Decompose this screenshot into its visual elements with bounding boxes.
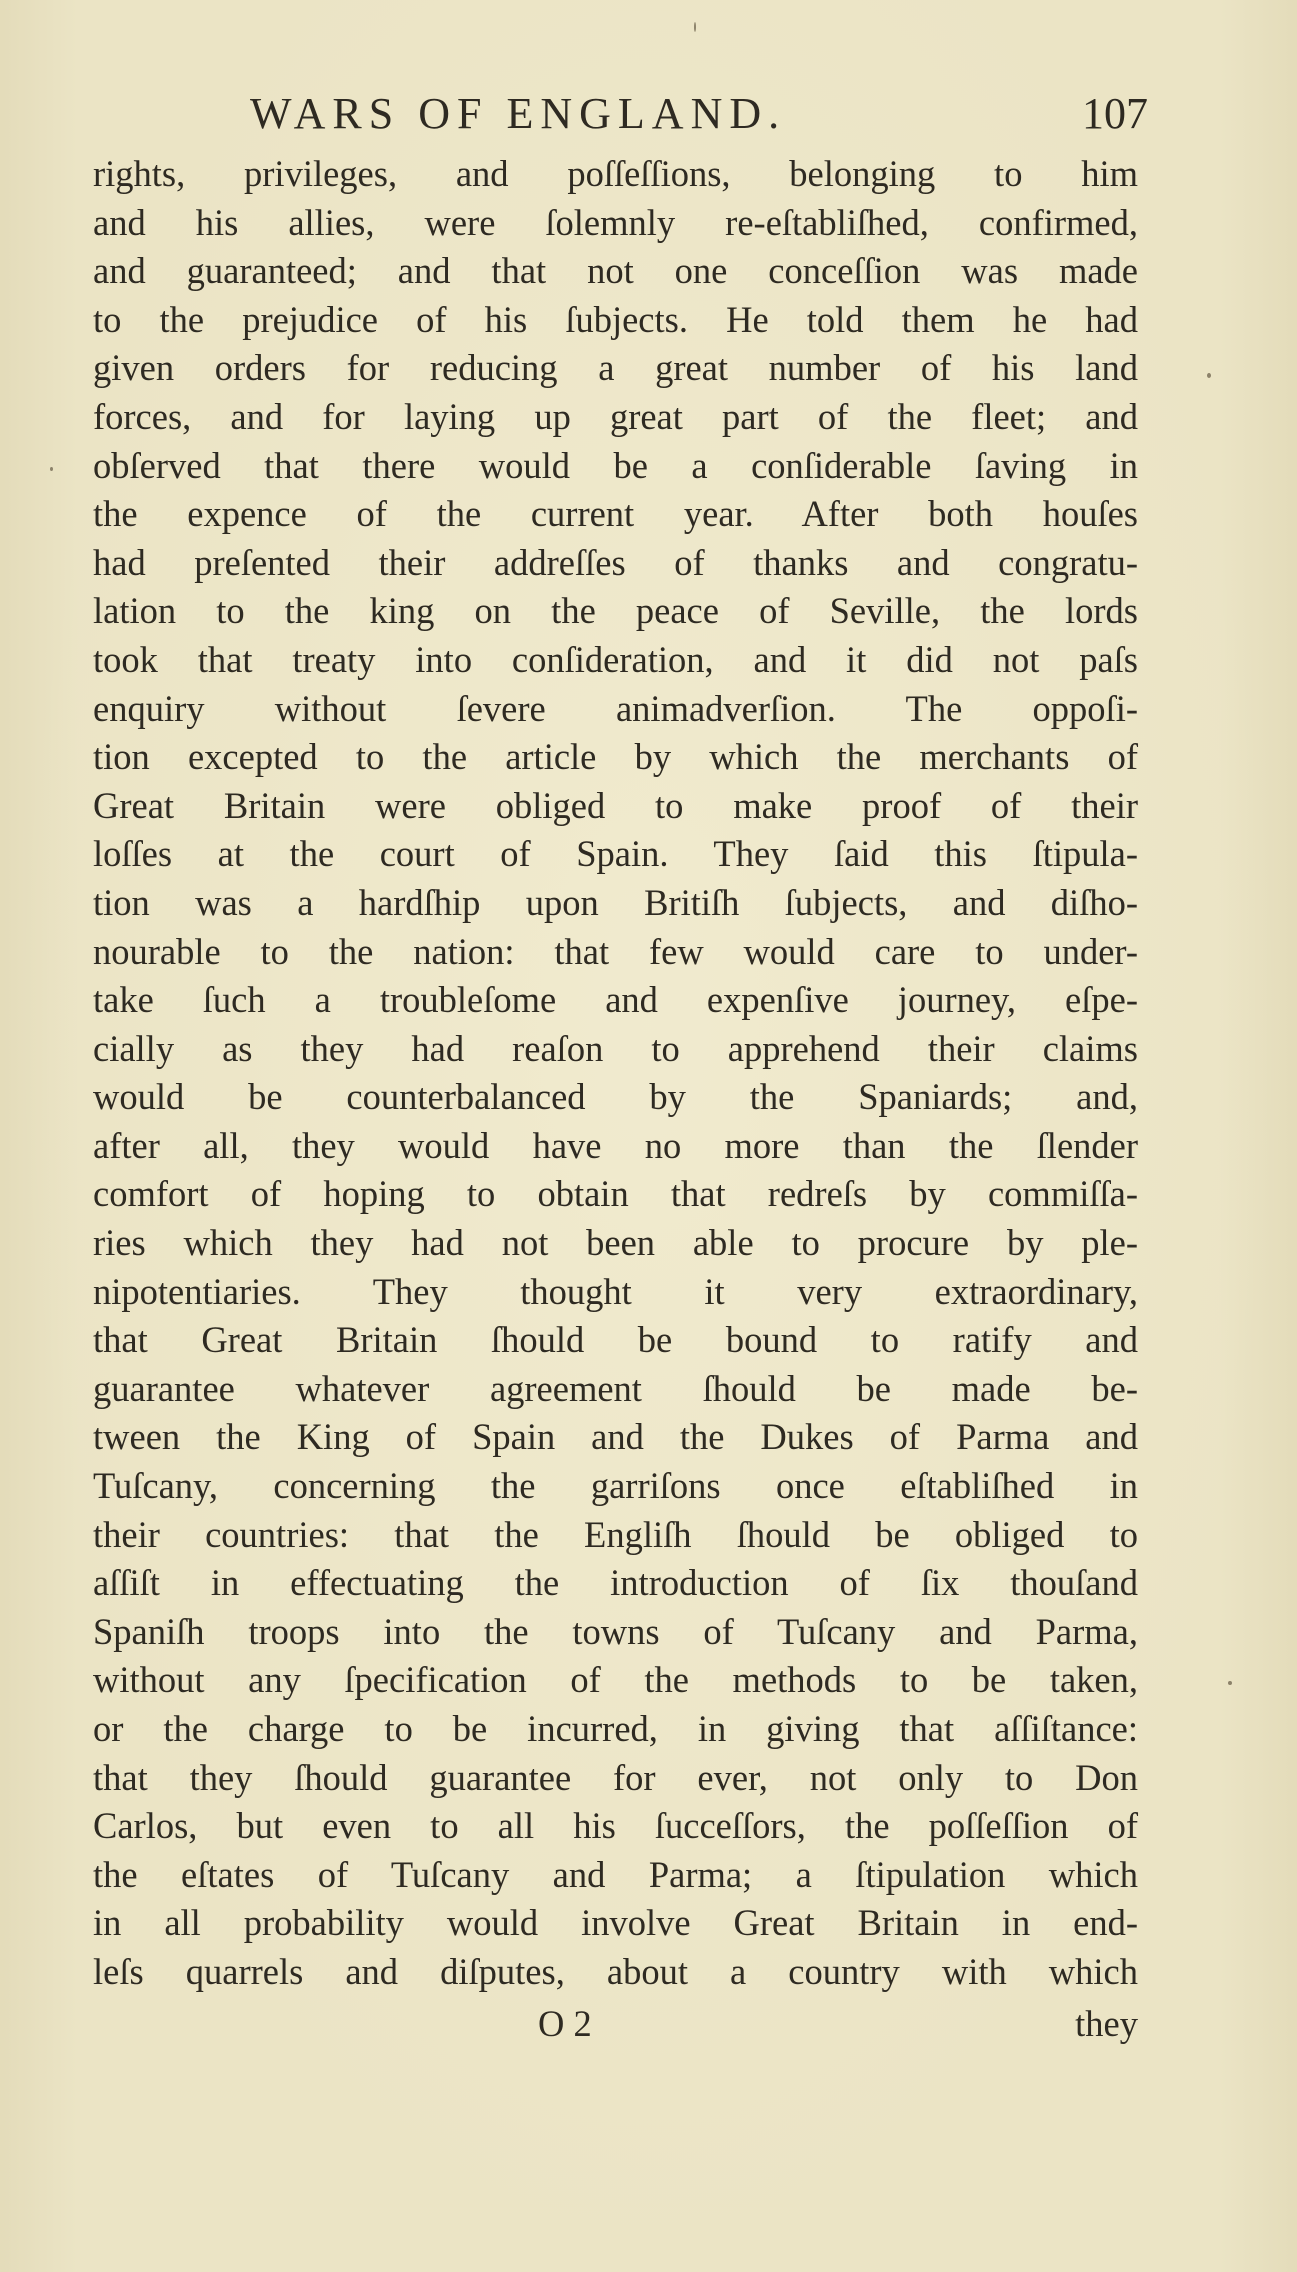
text-line: tion was a hardſhip upon Britiſh ſubjects, and diſho-	[93, 881, 1138, 923]
text-line: that they ſhould guarantee for ever, not only to Don	[93, 1756, 1138, 1798]
text-line: and his allies, were ſolemnly re-eſtabliſhed, confirmed,	[93, 201, 1138, 243]
text-line: the eſtates of Tuſcany and Parma; a ſtipulation which	[93, 1853, 1138, 1895]
paper-speck	[694, 22, 696, 32]
text-line: in all probability would involve Great Britain in end-	[93, 1902, 1138, 1944]
paper-speck	[1207, 373, 1211, 378]
text-line: loſſes at the court of Spain. They ſaid this ſtipula-	[93, 833, 1138, 875]
text-line: leſs quarrels and diſputes, about a country with which	[93, 1950, 1138, 1992]
text-line: Tuſcany, concerning the garriſons once eſtabliſhed in	[93, 1465, 1138, 1507]
running-title: WARS OF ENGLAND.	[250, 89, 787, 138]
text-line: cially as they had reaſon to apprehend their claims	[93, 1027, 1138, 1069]
text-line: comfort of hoping to obtain that redreſs by commiſſa-	[93, 1173, 1138, 1215]
text-line: given orders for reducing a great number of his land	[93, 347, 1138, 389]
text-line: Great Britain were obliged to make proof of their	[93, 784, 1138, 826]
text-line: Spaniſh troops into the towns of Tuſcany and Parma,	[93, 1610, 1138, 1652]
text-line: and guaranteed; and that not one conceſſion was made	[93, 250, 1138, 292]
text-line: aſſiſt in effectuating the introduction of ſix thouſand	[93, 1562, 1138, 1604]
text-line: tion excepted to the article by which the merchants of	[93, 736, 1138, 778]
text-line: tween the King of Spain and the Dukes of Parma and	[93, 1416, 1138, 1458]
text-line: lation to the king on the peace of Seville, the lords	[93, 590, 1138, 632]
text-line: nipotentiaries. They thought it very extraordinary,	[93, 1270, 1138, 1312]
text-line: their countries: that the Engliſh ſhould be obliged to	[93, 1513, 1138, 1555]
text-line: forces, and for laying up great part of the fleet; and	[93, 395, 1138, 437]
text-line: guarantee whatever agreement ſhould be made be-	[93, 1367, 1138, 1409]
text-line: had preſented their addreſſes of thanks and congratu-	[93, 541, 1138, 583]
body-text	[93, 150, 1138, 1997]
text-line: without any ſpecification of the methods to be taken,	[93, 1659, 1138, 1701]
text-line: would be counterbalanced by the Spaniards; and,	[93, 1076, 1138, 1118]
text-line: that Great Britain ſhould be bound to ratify and	[93, 1319, 1138, 1361]
page-number: 107	[1082, 89, 1148, 138]
catchword: they	[1075, 2003, 1138, 2044]
paper-speck	[1228, 1681, 1232, 1685]
text-line: or the charge to be incurred, in giving that aſſiſtance:	[93, 1708, 1138, 1749]
signature-mark: O 2	[538, 2003, 592, 2044]
text-line: rights, privileges, and poſſeſſions, belonging to him	[93, 153, 1138, 194]
text-line: took that treaty into conſideration, and it did not paſs	[93, 638, 1138, 680]
text-line: to the prejudice of his ſubjects. He told them he had	[93, 298, 1138, 340]
text-line: the expence of the current year. After both houſes	[93, 493, 1138, 535]
text-line: obſerved that there would be a conſiderable ſaving in	[93, 444, 1138, 486]
text-line: take ſuch a troubleſome and expenſive journey, eſpe-	[93, 979, 1138, 1021]
running-head	[250, 88, 1148, 140]
text-line: nourable to the nation: that few would care to under-	[93, 930, 1138, 972]
paper-speck	[50, 467, 53, 471]
text-line: enquiry without ſevere animadverſion. The oppoſi-	[93, 687, 1138, 729]
text-line: Carlos, but even to all his ſucceſſors, the poſſeſſion of	[93, 1805, 1138, 1847]
page-footer	[93, 2000, 1138, 2050]
text-line: after all, they would have no more than the ſlender	[93, 1124, 1138, 1166]
text-line: ries which they had not been able to procure by ple-	[93, 1222, 1138, 1264]
